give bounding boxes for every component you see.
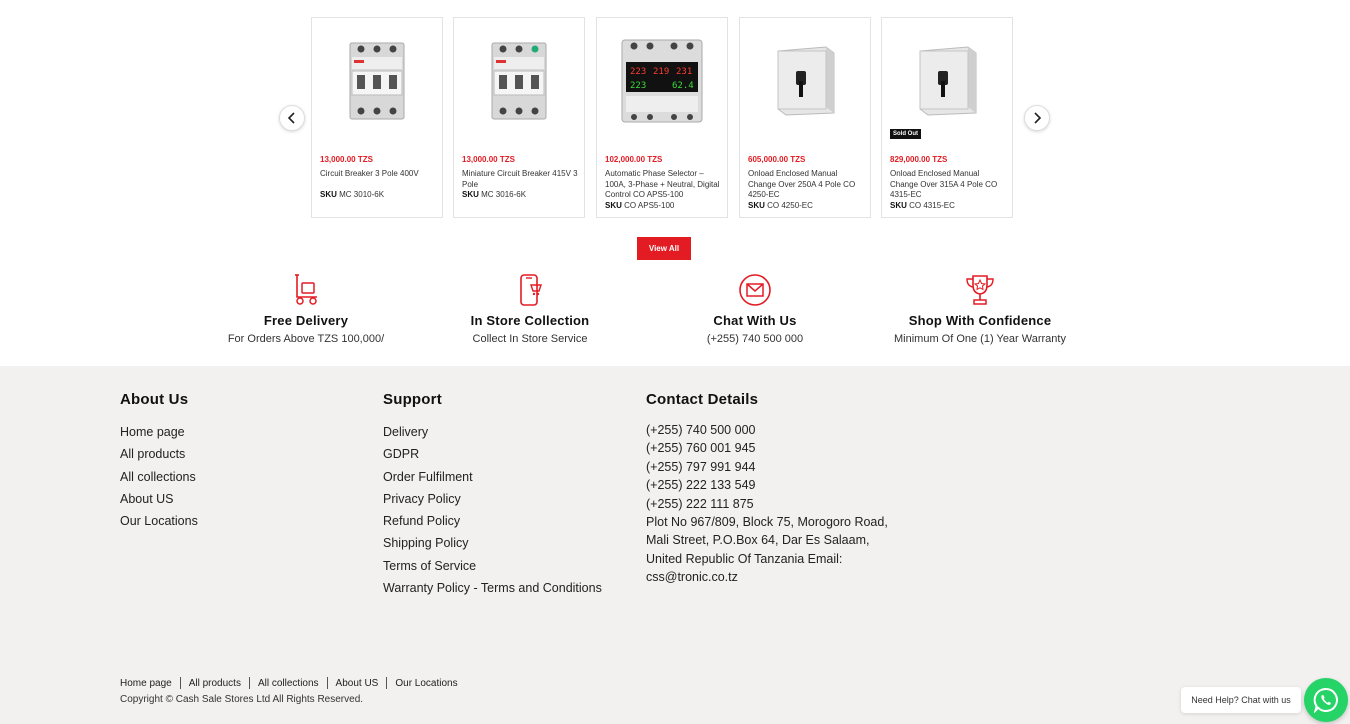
bottom-link-all-collections[interactable]: All collections	[257, 677, 319, 689]
feature-chat-with-us	[645, 273, 865, 345]
product-sku: SKU MC 3016-6K	[462, 190, 527, 199]
product-price: 13,000.00 TZS	[462, 155, 515, 164]
product-price: 13,000.00 TZS	[320, 155, 373, 164]
feature-subtitle: For Orders Above TZS 100,000/	[227, 333, 385, 345]
view-all-button[interactable]: View All	[637, 237, 691, 260]
product-sku: SKU CO 4250-EC	[748, 200, 813, 210]
bottom-link-about-us[interactable]: About US	[335, 677, 379, 689]
product-image	[597, 18, 727, 143]
footer-link-delivery[interactable]: Delivery	[383, 425, 429, 439]
bottom-link-home-page[interactable]: Home page	[120, 677, 172, 689]
product-image	[740, 18, 870, 143]
product-image	[312, 18, 442, 143]
product-title[interactable]: Onload Enclosed Manual Change Over 315A 4 Pole CO 4315-EC	[890, 169, 998, 199]
divider	[180, 677, 181, 689]
contact-phone[interactable]: (+255) 222 111 875	[646, 496, 754, 511]
footer-support-column	[383, 391, 602, 599]
product-price: 605,000.00 TZS	[748, 155, 806, 164]
feature-free-delivery	[196, 273, 416, 345]
feature-in-store-collection	[420, 273, 640, 345]
whatsapp-chat-button[interactable]	[1304, 678, 1348, 722]
bottom-link-all-products[interactable]: All products	[188, 677, 241, 689]
whatsapp-icon	[1313, 687, 1339, 713]
product-card[interactable]	[881, 17, 1013, 218]
contact-phone[interactable]: (+255) 760 001 945	[646, 441, 756, 456]
trophy-icon	[963, 273, 997, 307]
footer-link-refund-policy[interactable]: Refund Policy	[383, 514, 461, 529]
chevron-right-icon	[1031, 112, 1043, 124]
product-sku: SKU CO 4315-EC	[890, 200, 955, 210]
copyright-text: Copyright © Cash Sale Stores Ltd All Rights Reserved.	[120, 694, 364, 705]
contact-phone[interactable]: (+255) 797 991 944	[646, 459, 756, 474]
product-title[interactable]: Automatic Phase Selector – 100A, 3-Phase + Neutral, Digital Control CO APS5-100	[605, 169, 720, 199]
divider	[327, 677, 328, 689]
footer-link-home-page[interactable]: Home page	[120, 425, 185, 439]
feature-subtitle[interactable]: (+255) 740 500 000	[706, 333, 804, 345]
footer-link-shipping-policy[interactable]: Shipping Policy	[383, 536, 469, 551]
footer-bottom-nav	[120, 677, 458, 689]
chevron-left-icon	[286, 112, 298, 124]
phone-store-icon	[515, 273, 545, 307]
footer-link-all-collections[interactable]: All collections	[120, 469, 196, 484]
chat-help-label[interactable]: Need Help? Chat with us	[1181, 687, 1301, 713]
footer-link-about-us[interactable]: About US	[120, 491, 174, 506]
feature-title: Shop With Confidence	[908, 313, 1052, 328]
product-title[interactable]: Miniature Circuit Breaker 415V 3 Pole	[462, 169, 578, 189]
delivery-icon	[291, 273, 321, 307]
bottom-link-our-locations[interactable]: Our Locations	[395, 677, 458, 689]
product-card[interactable]	[739, 17, 871, 218]
svg-text:62.4: 62.4	[672, 80, 694, 91]
footer-heading: Contact Details	[646, 391, 759, 408]
footer-heading: Support	[383, 391, 442, 408]
footer-link-warranty-policy[interactable]: Warranty Policy - Terms and Conditions	[383, 581, 602, 596]
product-price: 102,000.00 TZS	[605, 155, 663, 164]
divider	[386, 677, 387, 689]
feature-title: In Store Collection	[470, 313, 590, 328]
footer-link-privacy-policy[interactable]: Privacy Policy	[383, 491, 461, 506]
contact-address: Plot No 967/809, Block 75, Morogoro Road, Mali Street, P.O.Box 64, Dar Es Salaam, United Republic Of Tanzania Email: css@tronic.co.tz	[646, 515, 888, 585]
feature-title: Chat With Us	[713, 313, 797, 328]
footer-contact-column	[646, 391, 891, 587]
svg-text:219: 219	[653, 66, 670, 77]
footer-link-terms-of-service[interactable]: Terms of Service	[383, 558, 477, 573]
contact-phone[interactable]: (+255) 222 133 549	[646, 478, 756, 493]
product-image	[454, 18, 584, 143]
footer-link-order-fulfilment[interactable]: Order Fulfilment	[383, 469, 473, 484]
footer-link-gdpr[interactable]: GDPR	[383, 447, 420, 462]
svg-text:223: 223	[630, 66, 647, 77]
feature-title: Free Delivery	[263, 313, 349, 328]
product-image	[882, 18, 1012, 143]
sold-out-badge: Sold Out	[890, 129, 921, 139]
mail-icon	[738, 273, 772, 307]
footer-link-all-products[interactable]: All products	[120, 447, 186, 462]
product-sku: SKU MC 3010-6K	[320, 189, 385, 199]
product-title[interactable]: Circuit Breaker 3 Pole 400V	[320, 169, 419, 178]
feature-subtitle: Minimum Of One (1) Year Warranty	[894, 333, 1066, 345]
product-card[interactable]	[453, 17, 585, 218]
divider	[249, 677, 250, 689]
carousel-prev-button[interactable]	[279, 105, 305, 131]
product-card[interactable]	[311, 17, 443, 218]
contact-phone[interactable]: (+255) 740 500 000	[646, 423, 756, 437]
site-footer	[0, 366, 1350, 724]
product-card[interactable]	[596, 17, 728, 218]
product-title[interactable]: Onload Enclosed Manual Change Over 250A 4 Pole CO 4250-EC	[748, 169, 856, 199]
carousel-next-button[interactable]	[1024, 105, 1050, 131]
footer-heading: About Us	[120, 391, 189, 408]
footer-link-our-locations[interactable]: Our Locations	[120, 514, 198, 529]
svg-text:223: 223	[630, 80, 647, 91]
product-carousel	[311, 17, 1015, 219]
svg-text:231: 231	[676, 66, 693, 77]
footer-about-column	[120, 391, 198, 532]
feature-shop-with-confidence	[870, 273, 1090, 345]
feature-subtitle: Collect In Store Service	[472, 333, 588, 345]
product-price: 829,000.00 TZS	[890, 155, 948, 164]
product-sku: SKU CO APS5-100	[605, 200, 675, 210]
